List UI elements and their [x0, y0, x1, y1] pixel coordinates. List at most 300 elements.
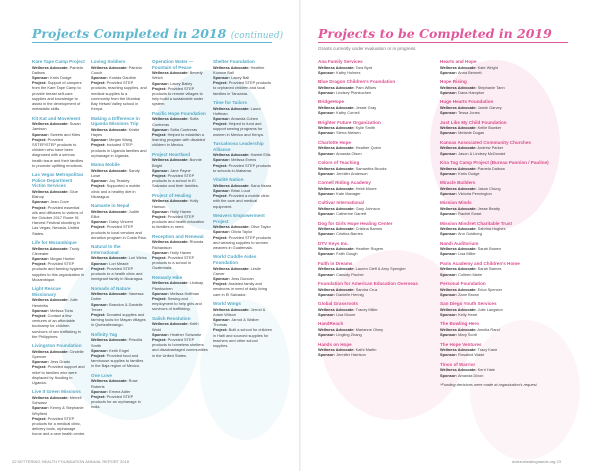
project-detail	[440, 211, 560, 216]
project-title: Operation Water — Fountain of Peace	[152, 59, 194, 70]
detail-value: Jane Payne	[170, 167, 191, 173]
detail-value: Harriet Ellis	[250, 152, 271, 158]
project-detail	[318, 332, 430, 337]
project-detail	[152, 321, 208, 331]
project-detail	[152, 239, 208, 249]
detail-value: Kathy Holmes	[336, 69, 361, 75]
project-detail	[318, 70, 430, 75]
project-title: Livingston Foundation	[32, 343, 82, 349]
project-detail	[318, 110, 430, 115]
detail-value: Provided STEP products and weaving supplies to women weavers in Guatemala.	[213, 234, 272, 250]
project-entry	[440, 99, 560, 115]
detail-label: Wellness Advocate:	[318, 327, 355, 333]
detail-value: Colleen Marie	[458, 271, 483, 277]
detail-label: Wellness Advocate:	[318, 145, 355, 151]
project-detail	[440, 373, 560, 378]
project-detail	[318, 171, 430, 176]
detail-label: Sponsor:	[32, 405, 50, 411]
project-entry	[213, 141, 273, 173]
project-entry	[91, 244, 147, 281]
detail-label: Wellness Advocate:	[91, 255, 128, 261]
project-entry	[91, 332, 147, 369]
project-entry	[318, 342, 430, 358]
detail-label: Wellness Advocate:	[440, 145, 477, 151]
project-detail	[32, 137, 86, 168]
project-detail	[91, 353, 147, 369]
detail-label: Sponsor:	[213, 316, 231, 322]
detail-label: Sponsor:	[318, 312, 336, 318]
detail-value: Keith Wold	[152, 321, 199, 332]
detail-label: Project:	[91, 224, 106, 230]
detail-label: Project:	[91, 353, 106, 358]
detail-value: Emma Adler	[109, 388, 131, 394]
detail-value: Cindelle Spencer	[32, 348, 84, 360]
project-entry	[32, 286, 86, 339]
project-entry	[318, 120, 430, 136]
detail-label: Sponsor:	[213, 75, 231, 80]
project-title: Hearts and Hope	[440, 59, 477, 64]
project-detail	[32, 65, 86, 75]
detail-value: Melissa Toria	[50, 307, 73, 313]
project-title: Cultivar International	[318, 200, 364, 206]
detail-label: Project:	[32, 364, 47, 370]
project-title: One Love	[91, 372, 112, 378]
detail-value: Support of campers from the Kare Tape Camp to provide breast self-care supplies and knowledge to assist in the development of metastatic skills.	[32, 80, 82, 112]
detail-value: Provided STEP products and farming hygiene supplies to this organization in Mozambique.	[32, 261, 85, 282]
detail-label: Project:	[213, 80, 228, 86]
detail-label: Sponsor:	[32, 359, 50, 365]
detail-label: Wellness Advocate:	[32, 395, 69, 401]
detail-value: Lingling Zhang	[336, 332, 362, 338]
project-title: Kira Tag Camp Project (Bureau Pannion / Pauline)	[440, 159, 549, 165]
detail-value: Lauren Cleff & Amy Spengler	[355, 266, 406, 272]
detail-value: Rachel Ewart	[458, 211, 482, 217]
detail-value: Lori Weiss	[128, 255, 147, 261]
detail-label: Wellness Advocate:	[440, 84, 477, 90]
project-entry	[440, 342, 560, 358]
detail-value: Contact a few ventures of an affordable bootcamp for children survivors of sex trafficking in the Philippines.	[32, 313, 81, 339]
project-entry	[32, 343, 86, 385]
detail-value: Amanda Dixon	[457, 372, 484, 378]
project-entry	[32, 240, 86, 282]
project-title: Paris Academy and Children's Home	[440, 260, 520, 266]
project-detail	[32, 261, 86, 282]
project-detail	[152, 157, 208, 167]
detail-label: Sponsor:	[32, 199, 50, 205]
detail-label: Sponsor:	[32, 256, 50, 262]
detail-value: Provided STEP products to local vendors and donation program in Costa Rica.	[91, 224, 147, 240]
detail-label: Sponsor:	[440, 372, 458, 378]
project-detail	[91, 224, 147, 240]
detail-value: Rhonda Richardson	[152, 239, 204, 250]
detail-value: Rosalind Wade	[458, 352, 485, 358]
detail-value: Susan Jamison	[32, 121, 81, 132]
project-title: Hope Rising	[440, 79, 467, 85]
project-detail	[91, 312, 147, 328]
detail-label: Project:	[213, 162, 228, 168]
project-entry	[440, 200, 560, 216]
heading-divider	[318, 42, 568, 43]
project-entry	[32, 389, 86, 436]
project-entry	[152, 152, 208, 189]
project-entry	[91, 286, 147, 328]
detail-label: Sponsor:	[152, 126, 170, 132]
detail-value: Beverly Welch	[152, 70, 203, 81]
detail-label: Sponsor:	[318, 69, 336, 75]
detail-label: Sponsor:	[152, 331, 170, 337]
detail-value: Anna Bennett	[457, 69, 482, 75]
project-entry	[213, 100, 273, 137]
detail-value: Jess Duncan	[231, 275, 254, 281]
project-detail	[91, 394, 147, 410]
detail-label: Sponsor:	[213, 157, 231, 163]
detail-label: Wellness Advocate:	[440, 165, 477, 171]
project-entry	[91, 116, 147, 158]
project-detail	[32, 189, 86, 199]
detail-value: Lori Meade	[109, 260, 129, 266]
detail-value: Holly Hanson	[152, 198, 199, 209]
detail-label: Sponsor:	[91, 260, 109, 266]
project-title: World Wings	[213, 300, 241, 306]
detail-label: Sponsor:	[440, 89, 458, 95]
detail-value: Erica Spencer	[477, 286, 503, 292]
detail-label: Wellness Advocate:	[318, 286, 355, 292]
project-title: HandReach	[318, 321, 344, 327]
project-entry	[152, 234, 208, 271]
detail-value: Sabrina Hughes	[477, 226, 506, 232]
project-title: Natural to the International	[91, 244, 121, 255]
detail-value: Sarah Barnes	[477, 266, 502, 272]
project-detail	[32, 246, 86, 256]
project-detail	[91, 378, 147, 388]
project-entry	[440, 301, 560, 317]
project-detail	[440, 312, 560, 317]
detail-value: Provided STEP products to a school in Guatemala.	[152, 255, 195, 271]
detail-label: Project:	[213, 121, 228, 127]
detail-value: Built a school for children in Haiti and sourced supplies for teachers and other school supplies.	[213, 327, 273, 348]
detail-label: Sponsor:	[318, 190, 336, 196]
project-entry	[213, 254, 273, 296]
project-entry	[440, 241, 560, 257]
project-entry	[152, 193, 208, 230]
detail-label: Project:	[32, 415, 47, 421]
detail-label: Wellness Advocate:	[318, 246, 355, 252]
project-title: Personal Foundation	[440, 281, 486, 287]
project-detail	[32, 349, 86, 359]
project-detail	[318, 130, 430, 135]
detail-label: Wellness Advocate:	[152, 70, 189, 76]
detail-value: Jennifer Anderson	[336, 170, 368, 176]
project-title: Tuscaloosa Leadership Alliance	[213, 141, 264, 152]
project-detail	[152, 337, 208, 358]
project-detail	[152, 173, 208, 189]
project-detail	[91, 291, 147, 301]
detail-value: Pamela Dalbow	[32, 64, 83, 75]
project-title: Shelter Foundation	[213, 59, 255, 64]
detail-label: Sponsor:	[440, 69, 458, 75]
detail-label: Sponsor:	[440, 291, 458, 297]
project-entry	[318, 180, 430, 196]
project-entry	[318, 281, 430, 297]
detail-label: Project:	[152, 337, 167, 342]
project-detail	[213, 317, 273, 327]
project-entry	[318, 321, 430, 337]
detail-value: Julie Langston	[477, 306, 503, 312]
detail-value: Olive Taylor	[250, 224, 271, 230]
project-entry	[152, 275, 208, 312]
detail-label: Project:	[32, 313, 47, 319]
detail-value: Provided essential oils and diffusers to victims of the October 2017 Route 91 Harvest Festival shooting in Las Vegas, Nevada, United States.	[32, 204, 83, 236]
project-entry	[440, 160, 560, 176]
project-title: Blue Dragon Children's Foundation	[318, 79, 396, 85]
detail-label: Wellness Advocate:	[440, 205, 477, 211]
project-entry	[318, 79, 430, 95]
detail-value: Catherine Garrett	[336, 211, 367, 217]
detail-label: Sponsor:	[213, 275, 231, 281]
detail-label: Wellness Advocate:	[152, 198, 189, 204]
detail-label: Wellness Advocate:	[32, 348, 69, 354]
detail-value: Cristina Barnes	[355, 226, 383, 232]
detail-value: Kristie Hayes	[91, 126, 140, 137]
detail-value: Jason Chung	[477, 185, 501, 191]
project-title: Tinos of Warrior	[440, 361, 476, 367]
detail-value: Provided STEP products to homeless shelters and disadvantaged communities in the United States.	[152, 337, 208, 358]
detail-value: Amanda Olsen	[335, 150, 362, 156]
project-title: Time for Tailors	[213, 100, 248, 105]
project-title: Nofinity Tag	[91, 331, 118, 337]
detail-label: Project:	[91, 394, 106, 399]
page-footer: 22 KETTERING HEALTH FOUNDATION ANNUAL REPORT 2018	[12, 459, 129, 464]
project-entry	[91, 59, 147, 111]
project-detail	[318, 151, 430, 156]
detail-value: Holly Haven	[170, 208, 192, 214]
detail-label: Wellness Advocate:	[91, 337, 128, 343]
detail-label: Wellness Advocate:	[32, 189, 69, 194]
detail-label: Wellness Advocate:	[152, 280, 189, 286]
detail-value: Joy Teasley	[109, 178, 130, 184]
detail-value: Supported a mobile clinic and a healthy diet in Nicaragua.	[91, 183, 141, 199]
content-column	[318, 59, 430, 362]
project-entry	[152, 59, 208, 107]
detail-label: Sponsor:	[91, 178, 109, 184]
detail-label: Wellness Advocate:	[318, 165, 355, 171]
detail-label: Sponsor:	[213, 116, 231, 121]
detail-value: Jesse Beatty	[477, 205, 500, 211]
detail-value: Amelia Rand	[477, 327, 500, 333]
detail-label: Sponsor:	[440, 110, 458, 116]
detail-label: Sponsor:	[32, 307, 50, 313]
project-entry	[440, 321, 560, 337]
project-detail	[318, 292, 430, 297]
detail-label: Wellness Advocate:	[32, 64, 69, 70]
detail-label: Wellness Advocate:	[213, 265, 250, 271]
project-entry	[440, 180, 560, 196]
detail-value: Jason & Lindsey McDonald	[458, 150, 506, 156]
project-title: Life for Mozambique	[32, 240, 77, 246]
project-detail	[32, 364, 86, 385]
detail-label: Wellness Advocate:	[318, 347, 355, 353]
detail-label: Project:	[213, 281, 228, 287]
project-detail	[152, 255, 208, 271]
detail-value: Daisy Vincent	[109, 219, 133, 225]
project-title: Weavers Empowerment Project	[213, 212, 265, 224]
detail-label: Sponsor:	[440, 190, 458, 196]
project-title: Global Grassroots	[318, 301, 359, 307]
project-detail	[32, 297, 86, 307]
project-entry	[318, 59, 430, 75]
project-entry	[440, 120, 560, 136]
detail-value: Heather Rogers	[355, 246, 384, 252]
detail-value: Provided STEP products to remote villages to help build a sustainable water system.	[152, 85, 204, 107]
detail-label: Sponsor:	[440, 352, 458, 358]
detail-value: Jessie Gray	[355, 104, 377, 110]
project-title: Brighter Future Organization	[318, 119, 381, 125]
content-column	[32, 59, 86, 441]
detail-value: Jamie Garvey	[477, 104, 502, 110]
detail-label: Sponsor:	[91, 219, 109, 225]
detail-value: Brandon & Danielle Trexer	[91, 301, 143, 312]
detail-value: Jarrod & Walker Thomas	[213, 316, 259, 328]
project-title: DTV Keys Inc.	[318, 240, 349, 246]
detail-value: Sandra Cruz	[355, 286, 378, 292]
project-detail	[91, 302, 147, 312]
project-detail	[91, 168, 147, 178]
detail-label: Wellness Advocate:	[440, 306, 477, 312]
detail-label: Sponsor:	[318, 130, 336, 136]
project-detail	[91, 80, 147, 111]
detail-label: Sponsor:	[213, 187, 231, 193]
detail-label: Project:	[152, 85, 167, 91]
project-detail	[91, 65, 147, 75]
project-detail	[440, 352, 560, 357]
detail-value: Dana Hampton	[458, 89, 485, 95]
detail-value: Keith Engel	[109, 347, 130, 353]
detail-value: Pam Wilkes	[355, 84, 377, 90]
project-detail	[213, 281, 273, 297]
detail-label: Wellness Advocate:	[440, 347, 477, 353]
project-detail	[91, 127, 147, 137]
detail-value: Kreis Dodge	[50, 75, 72, 80]
project-detail	[91, 337, 147, 347]
detail-label: Wellness Advocate:	[152, 321, 189, 327]
project-detail	[440, 151, 560, 156]
project-title: Live It Green Missions	[32, 389, 81, 395]
detail-label: Sponsor:	[440, 332, 458, 338]
content-column	[91, 59, 147, 414]
detail-value: Lacey Bailey	[170, 80, 193, 86]
detail-value: Patricia Couch	[91, 64, 142, 75]
closing-note: *Funding decisions were made at organization's request.	[440, 382, 538, 387]
detail-value: Heather Quinn	[355, 145, 381, 151]
detail-value: Cassidy Fischer	[336, 271, 364, 277]
detail-label: Sponsor:	[440, 231, 458, 237]
detail-value: Provided STEP products and health education to families in need.	[152, 214, 205, 230]
detail-value: Stephanie Tann	[477, 84, 505, 90]
detail-value: Sofia Contreras	[170, 126, 198, 132]
project-detail	[440, 272, 560, 277]
detail-label: Wellness Advocate:	[440, 64, 477, 70]
project-entry	[32, 59, 86, 111]
detail-label: Sponsor:	[91, 75, 109, 80]
detail-value: Helped to fund and support sewing programs for women in Mexico and Kenya.	[213, 121, 264, 137]
intro-text: Grants currently under evaluation or in progress.	[318, 46, 417, 51]
project-detail	[440, 171, 560, 176]
detail-label: Wellness Advocate:	[440, 185, 477, 191]
detail-label: Sponsor:	[440, 130, 458, 136]
detail-value: Sana Nsara	[250, 182, 272, 188]
detail-value: Heather Koonce Ball	[213, 64, 265, 75]
project-detail	[152, 86, 208, 107]
detail-value: Jean Cove	[50, 199, 69, 205]
project-entry	[213, 301, 273, 348]
detail-value: Lindsey Pfankuchen	[336, 89, 372, 95]
project-detail	[440, 191, 560, 196]
detail-value: Merrell Schwarz	[32, 395, 82, 406]
detail-label: Sponsor:	[91, 347, 109, 353]
detail-value: Provided STEP products to orphaned children and local families in Tanzania.	[213, 80, 272, 96]
detail-value: Megan Wang	[109, 137, 133, 143]
project-title: Foundation for American Education Overseas	[318, 281, 418, 287]
project-entry	[318, 241, 430, 257]
detail-label: Project:	[91, 142, 106, 148]
detail-label: Sponsor:	[440, 251, 458, 257]
project-detail	[152, 296, 208, 312]
content-column	[213, 59, 273, 352]
project-title: Huge Hearts Foundation	[440, 99, 494, 105]
project-detail	[32, 416, 86, 437]
detail-label: Sponsor:	[318, 150, 336, 156]
project-entry	[32, 116, 86, 168]
project-title: The Bowling Hero	[440, 321, 480, 327]
detail-value: Sierra Nielsen	[336, 130, 361, 136]
detail-value: Provided STEP products for an orphanage in India.	[91, 394, 141, 410]
project-title: Salish Resolution	[152, 315, 191, 321]
detail-label: Sponsor:	[318, 231, 336, 237]
detail-value: Kylie Smith	[355, 125, 376, 131]
page-footer: doterrahealinghands.org 23	[512, 459, 561, 464]
project-detail	[32, 313, 86, 339]
project-detail	[213, 193, 273, 209]
project-detail	[440, 292, 560, 297]
detail-label: Sponsor:	[152, 290, 170, 296]
project-title: Mission Mindset Charitable Trust	[440, 220, 512, 226]
detail-value: Olivia Taylor	[231, 229, 253, 235]
detail-label: Project:	[213, 234, 228, 240]
detail-label: Wellness Advocate:	[213, 224, 250, 230]
detail-label: Sponsor:	[152, 249, 170, 255]
detail-value: Lindsay Pfankuchen	[152, 280, 204, 291]
detail-value: Amanda Cohen	[230, 116, 258, 121]
project-title: Reception and Renewal	[152, 233, 204, 239]
heading-divider	[32, 42, 272, 43]
detail-value: Kate Manager	[336, 190, 361, 196]
detail-label: Project:	[32, 204, 47, 210]
detail-value: Donated supplies and farming tools for Mayan villages in Quetzaltenango.	[91, 312, 146, 328]
detail-value: Tessa Jones	[458, 110, 480, 116]
detail-value: Kreis Dodge	[458, 170, 480, 176]
project-entry	[213, 59, 273, 96]
project-entry	[32, 172, 86, 236]
project-title: Hands on Hope	[318, 341, 352, 347]
detail-label: Wellness Advocate:	[152, 239, 189, 245]
detail-label: Project:	[152, 255, 167, 260]
project-detail	[440, 90, 560, 95]
project-detail	[152, 70, 208, 80]
detail-label: Wellness Advocate:	[152, 157, 189, 163]
detail-label: Wellness Advocate:	[440, 367, 477, 373]
project-detail	[213, 163, 273, 173]
project-detail	[32, 80, 86, 111]
